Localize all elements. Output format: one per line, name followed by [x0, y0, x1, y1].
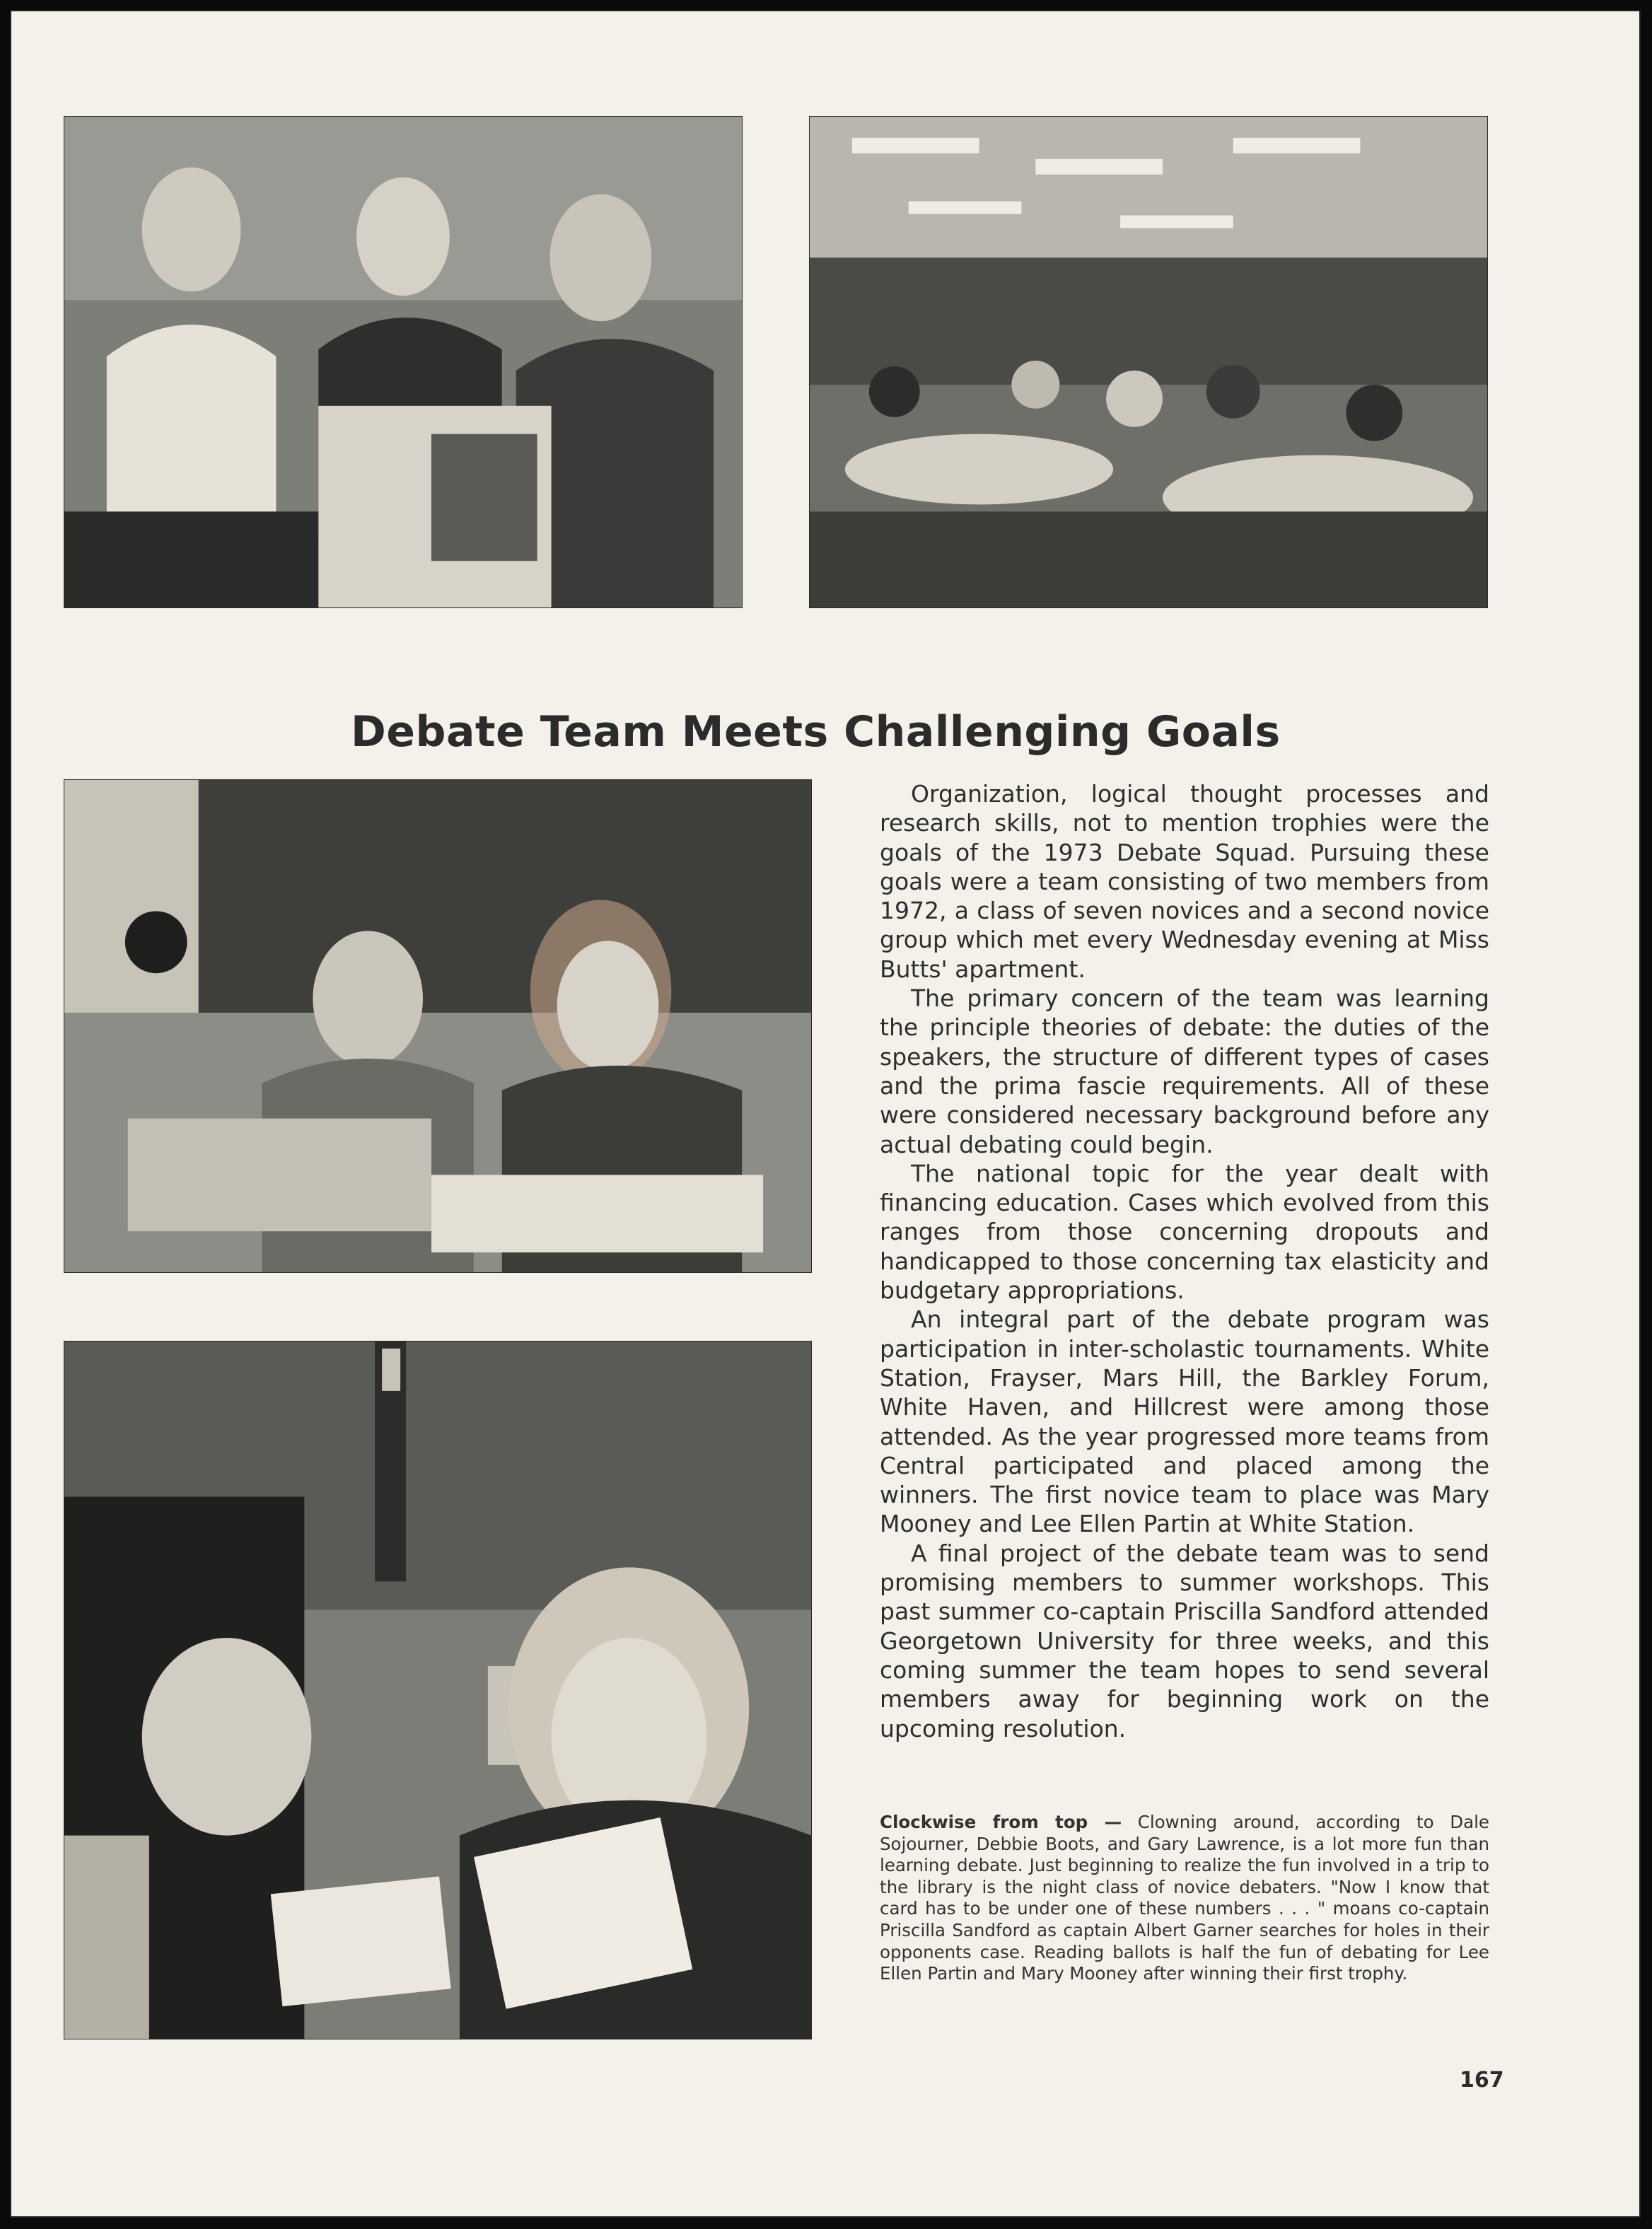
article-paragraph: Organization, logical thought processes and research skills, not to mention trophies were the goals of the 1973 Debate Squad. Pursuing these goals were a team consisting of two members from 1972, a class of seven novices and a second novice group which met every Wednesday evening at Miss Butts' apartment.	[880, 780, 1489, 983]
page-number: 167	[1460, 2068, 1504, 2093]
article-paragraph: A final project of the debate team was to send promising members to summer workshops. This past summer co-captain Priscilla Sandford attended Georgetown University for three weeks, and this coming summer the team hopes to send several members away for beginning work on the upcoming resolution.	[880, 1539, 1489, 1742]
photo-library-novices	[809, 116, 1488, 608]
caption-lead: Clockwise from top —	[880, 1812, 1122, 1832]
photo-clowning-around	[64, 116, 743, 608]
yearbook-page	[10, 10, 1641, 2218]
photo-reading-ballots	[64, 1341, 812, 2039]
caption-text: Clowning around, according to Dale Sojourner, Debbie Boots, and Gary Lawrence, is a lot more fun than learning debate. Just beginning to realize the fun involved in a trip to the library is the night class of novice debaters. "Now I know that card has to be under one of these numbers . . . " moans co-captain Priscilla Sandford as captain Albert Garner searches for holes in their opponents case. Reading ballots is half the fun of debating for Lee Ellen Partin and Mary Mooney after winning their first trophy.	[880, 1812, 1490, 1984]
article-paragraph: The primary concern of the team was learning the principle theories of debate: the duties of the speakers, the structure of different types of cases and the prima fascie requirements. All of these were considered necessary background before any actual debating could begin.	[880, 984, 1489, 1158]
photo-caption	[880, 1812, 1489, 1985]
article-body	[880, 779, 1489, 1743]
article-paragraph: The national topic for the year dealt with financing education. Cases which evolved from this ranges from those concerning dropouts and handicapped to those concerning tax elasticity and budgetary appropriations.	[880, 1159, 1489, 1305]
photo-bottom-left-image	[64, 1342, 811, 2039]
article-paragraph: An integral part of the debate program was participation in inter-scholastic tournaments. White Station, Frayser, Mars Hill, the Barkley Forum, White Haven, and Hillcrest were among those attended. As the year progressed more teams from Central participated and placed among the winners. The first novice team to place was Mary Mooney and Lee Ellen Partin at White Station.	[880, 1305, 1489, 1538]
photo-mid-left-image	[64, 780, 811, 1272]
page-headline: Debate Team Meets Challenging Goals	[351, 707, 1281, 757]
photo-card-search	[64, 779, 812, 1273]
photo-top-right-image	[810, 117, 1487, 607]
photo-top-left-image	[64, 117, 742, 607]
